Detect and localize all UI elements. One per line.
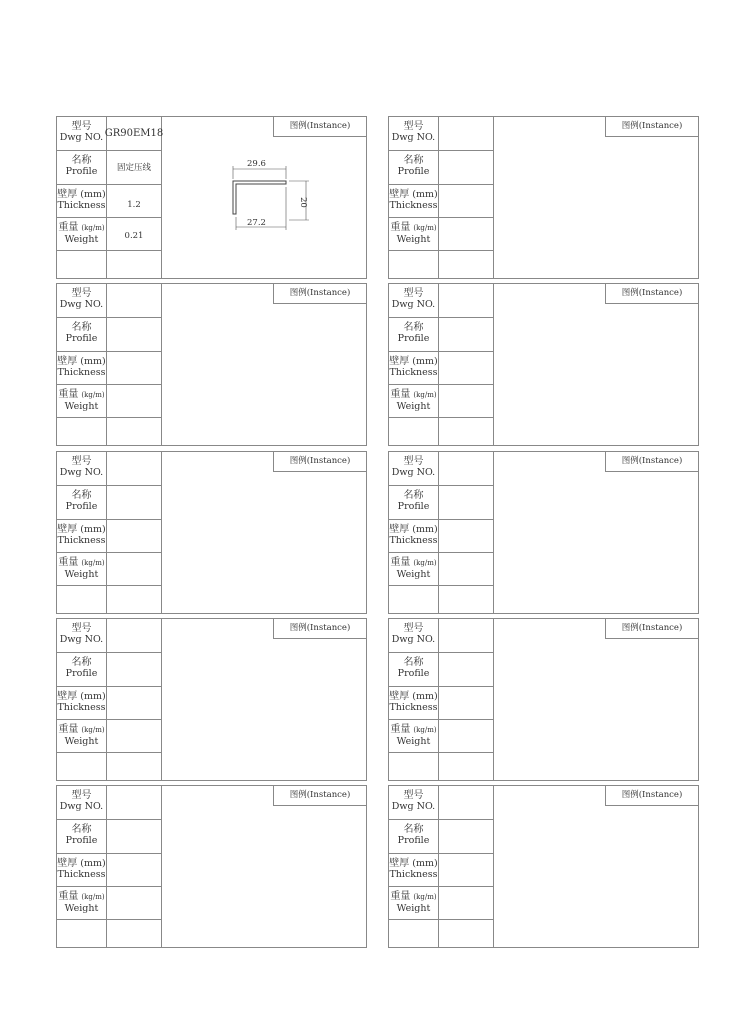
dwg-no-label	[57, 452, 107, 485]
profile-card	[388, 785, 699, 948]
dwg-no-value	[107, 619, 162, 652]
thickness-label-zh: 壁厚	[57, 858, 78, 869]
profile-label-en: Profile	[397, 333, 430, 344]
weight-label-zh: 重量	[58, 891, 79, 902]
weight-label-en: Weight	[396, 569, 431, 580]
dwg-no-value	[107, 452, 162, 485]
profile-value	[439, 317, 494, 351]
dwg-no-label	[389, 452, 439, 485]
profile-shape	[233, 181, 286, 214]
instance-header: 图例(Instance)	[605, 786, 698, 806]
blank-cell	[439, 919, 494, 947]
thickness-label-en: Thickness	[389, 367, 438, 378]
dwg-no-label-en: Dwg NO.	[59, 299, 104, 310]
dwg-no-label-zh: 型号	[403, 288, 424, 299]
weight-label-zh: 重量	[58, 557, 79, 568]
dwg-no-label-en: Dwg NO.	[391, 467, 436, 478]
dwg-no-label-zh: 型号	[71, 121, 92, 132]
blank-cell	[439, 585, 494, 613]
profile-card	[388, 618, 699, 781]
weight-value	[107, 384, 162, 417]
profile-value	[439, 485, 494, 519]
blank-cell	[439, 752, 494, 780]
weight-value	[107, 719, 162, 752]
instance-header: 图例(Instance)	[273, 284, 366, 304]
profile-label-en: Profile	[65, 501, 98, 512]
profile-label	[389, 485, 439, 519]
thickness-label	[57, 853, 107, 886]
instance-header: 图例(Instance)	[273, 619, 366, 639]
weight-unit: (kg/m)	[413, 559, 437, 567]
weight-label	[389, 217, 439, 250]
thickness-value	[107, 853, 162, 886]
profile-card	[388, 116, 699, 279]
thickness-label-zh: 壁厚	[57, 524, 78, 535]
profile-label-zh: 名称	[403, 322, 424, 333]
thickness-label	[389, 184, 439, 217]
thickness-label-en: Thickness	[57, 702, 106, 713]
profile-label-en: Profile	[65, 668, 98, 679]
weight-value	[439, 719, 494, 752]
weight-label-en: Weight	[396, 401, 431, 412]
dwg-no-label-zh: 型号	[71, 623, 92, 634]
weight-label	[389, 552, 439, 585]
blank-cell	[107, 417, 162, 445]
profile-label	[389, 150, 439, 184]
thickness-value	[439, 351, 494, 384]
dwg-no-label	[389, 786, 439, 819]
thickness-value: 1.2	[107, 184, 162, 217]
thickness-label-zh: 壁厚	[57, 356, 78, 367]
profile-value	[107, 652, 162, 686]
instance-header: 图例(Instance)	[273, 117, 366, 137]
dwg-no-label	[389, 619, 439, 652]
weight-unit: (kg/m)	[81, 559, 105, 567]
thickness-label-zh: 壁厚	[57, 691, 78, 702]
dwg-no-value	[107, 284, 162, 317]
profile-value	[107, 317, 162, 351]
height-dimension-label: 20	[298, 197, 308, 208]
bottom-dimension-label: 27.2	[247, 218, 266, 228]
thickness-unit: (mm)	[80, 858, 106, 869]
dwg-no-value	[439, 452, 494, 485]
thickness-unit: (mm)	[412, 356, 438, 367]
weight-label-en: Weight	[396, 234, 431, 245]
profile-label-zh: 名称	[71, 322, 92, 333]
dwg-no-label-en: Dwg NO.	[59, 801, 104, 812]
profile-label-zh: 名称	[71, 155, 92, 166]
weight-unit: (kg/m)	[81, 224, 105, 232]
instance-header: 图例(Instance)	[605, 117, 698, 137]
thickness-unit: (mm)	[80, 356, 106, 367]
thickness-label-en: Thickness	[57, 535, 106, 546]
weight-value	[107, 886, 162, 919]
dwg-no-label-en: Dwg NO.	[59, 132, 104, 143]
profile-card	[56, 283, 367, 446]
blank-cell	[57, 919, 107, 947]
dwg-no-label-en: Dwg NO.	[391, 801, 436, 812]
weight-label-en: Weight	[396, 736, 431, 747]
profile-label	[389, 819, 439, 853]
thickness-unit: (mm)	[412, 524, 438, 535]
weight-unit: (kg/m)	[413, 391, 437, 399]
thickness-label-en: Thickness	[57, 869, 106, 880]
profile-value: 固定压线	[107, 150, 162, 184]
blank-cell	[439, 417, 494, 445]
thickness-value	[439, 519, 494, 552]
profile-label	[389, 652, 439, 686]
dwg-no-label-en: Dwg NO.	[391, 299, 436, 310]
weight-unit: (kg/m)	[81, 726, 105, 734]
profile-card	[388, 451, 699, 614]
instance-header: 图例(Instance)	[605, 619, 698, 639]
weight-label-zh: 重量	[390, 724, 411, 735]
weight-label	[57, 217, 107, 250]
profile-card	[56, 116, 367, 279]
blank-cell	[389, 585, 439, 613]
profile-value	[107, 485, 162, 519]
profile-drawing	[217, 154, 327, 239]
thickness-value	[107, 686, 162, 719]
blank-cell	[57, 585, 107, 613]
thickness-label-zh: 壁厚	[389, 858, 410, 869]
profile-value	[439, 652, 494, 686]
weight-label-en: Weight	[64, 736, 99, 747]
dwg-no-label-zh: 型号	[403, 623, 424, 634]
profile-label-zh: 名称	[71, 657, 92, 668]
weight-value	[439, 384, 494, 417]
profile-label-en: Profile	[65, 166, 98, 177]
weight-label-en: Weight	[396, 903, 431, 914]
weight-value	[107, 552, 162, 585]
dwg-no-value	[107, 786, 162, 819]
weight-value: 0.21	[107, 217, 162, 250]
weight-unit: (kg/m)	[81, 893, 105, 901]
thickness-unit: (mm)	[80, 189, 106, 200]
blank-cell	[389, 417, 439, 445]
weight-label-zh: 重量	[390, 891, 411, 902]
top-dimension-label: 29.6	[247, 159, 266, 169]
dwg-no-label-zh: 型号	[71, 456, 92, 467]
profile-card	[56, 785, 367, 948]
profile-label-en: Profile	[65, 835, 98, 846]
blank-cell	[107, 752, 162, 780]
thickness-label-en: Thickness	[389, 702, 438, 713]
weight-label	[389, 384, 439, 417]
weight-label-zh: 重量	[390, 557, 411, 568]
profile-label-zh: 名称	[403, 824, 424, 835]
instance-header: 图例(Instance)	[605, 284, 698, 304]
thickness-value	[439, 184, 494, 217]
profile-label-zh: 名称	[403, 657, 424, 668]
weight-label-zh: 重量	[390, 222, 411, 233]
instance-header: 图例(Instance)	[273, 786, 366, 806]
profile-label	[57, 317, 107, 351]
weight-unit: (kg/m)	[413, 224, 437, 232]
dwg-no-value	[439, 117, 494, 150]
profile-label-en: Profile	[397, 835, 430, 846]
dwg-no-label	[389, 117, 439, 150]
weight-value	[439, 552, 494, 585]
dwg-no-label-en: Dwg NO.	[391, 634, 436, 645]
dwg-no-label-en: Dwg NO.	[59, 634, 104, 645]
thickness-value	[439, 686, 494, 719]
weight-label	[57, 886, 107, 919]
thickness-label	[57, 351, 107, 384]
weight-label	[389, 886, 439, 919]
dwg-no-label	[57, 786, 107, 819]
dwg-no-label-zh: 型号	[403, 790, 424, 801]
thickness-unit: (mm)	[80, 524, 106, 535]
profile-label-en: Profile	[65, 333, 98, 344]
weight-label-zh: 重量	[58, 389, 79, 400]
dwg-no-value: GR90EM18	[107, 117, 162, 150]
weight-unit: (kg/m)	[413, 893, 437, 901]
profile-label-zh: 名称	[403, 155, 424, 166]
weight-label-en: Weight	[64, 903, 99, 914]
weight-value	[439, 886, 494, 919]
blank-cell	[439, 250, 494, 278]
dwg-no-value	[439, 619, 494, 652]
profile-label-zh: 名称	[71, 490, 92, 501]
dwg-no-value	[439, 786, 494, 819]
thickness-label-en: Thickness	[389, 200, 438, 211]
thickness-label-en: Thickness	[57, 200, 106, 211]
thickness-value	[107, 519, 162, 552]
blank-cell	[57, 417, 107, 445]
thickness-label	[389, 853, 439, 886]
profile-label-en: Profile	[397, 166, 430, 177]
thickness-label-zh: 壁厚	[389, 524, 410, 535]
thickness-value	[439, 853, 494, 886]
weight-label-zh: 重量	[58, 724, 79, 735]
profile-label-zh: 名称	[403, 490, 424, 501]
weight-unit: (kg/m)	[413, 726, 437, 734]
profile-label-zh: 名称	[71, 824, 92, 835]
blank-cell	[389, 250, 439, 278]
thickness-label-zh: 壁厚	[57, 189, 78, 200]
weight-label	[389, 719, 439, 752]
blank-cell	[57, 752, 107, 780]
thickness-unit: (mm)	[412, 189, 438, 200]
thickness-label-zh: 壁厚	[389, 691, 410, 702]
dwg-no-label-en: Dwg NO.	[59, 467, 104, 478]
weight-unit: (kg/m)	[81, 391, 105, 399]
thickness-label	[389, 351, 439, 384]
dwg-no-label	[57, 117, 107, 150]
profile-card	[388, 283, 699, 446]
thickness-label	[57, 184, 107, 217]
thickness-label-en: Thickness	[389, 869, 438, 880]
weight-label-zh: 重量	[390, 389, 411, 400]
profile-card	[56, 451, 367, 614]
blank-cell	[107, 585, 162, 613]
dwg-no-label-zh: 型号	[403, 456, 424, 467]
thickness-label-en: Thickness	[57, 367, 106, 378]
profile-value	[439, 150, 494, 184]
profile-label	[57, 652, 107, 686]
dwg-no-label	[57, 284, 107, 317]
thickness-label	[57, 686, 107, 719]
weight-value	[439, 217, 494, 250]
thickness-unit: (mm)	[80, 691, 106, 702]
thickness-label-zh: 壁厚	[389, 356, 410, 367]
profile-value	[107, 819, 162, 853]
weight-label	[57, 384, 107, 417]
dwg-no-label-zh: 型号	[403, 121, 424, 132]
weight-label-en: Weight	[64, 401, 99, 412]
profile-value	[439, 819, 494, 853]
thickness-value	[107, 351, 162, 384]
dwg-no-label	[389, 284, 439, 317]
profile-label-en: Profile	[397, 501, 430, 512]
thickness-unit: (mm)	[412, 858, 438, 869]
thickness-unit: (mm)	[412, 691, 438, 702]
dwg-no-label-zh: 型号	[71, 790, 92, 801]
profile-label	[57, 485, 107, 519]
weight-label-zh: 重量	[58, 222, 79, 233]
instance-header: 图例(Instance)	[273, 452, 366, 472]
profile-label	[57, 819, 107, 853]
thickness-label-en: Thickness	[389, 535, 438, 546]
dwg-no-value	[439, 284, 494, 317]
profile-label	[389, 317, 439, 351]
thickness-label	[57, 519, 107, 552]
dimension-lines	[233, 166, 309, 230]
weight-label	[57, 552, 107, 585]
profile-card	[56, 618, 367, 781]
blank-cell	[107, 919, 162, 947]
weight-label	[57, 719, 107, 752]
weight-label-en: Weight	[64, 569, 99, 580]
blank-cell	[107, 250, 162, 278]
weight-label-en: Weight	[64, 234, 99, 245]
profile-label	[57, 150, 107, 184]
thickness-label-zh: 壁厚	[389, 189, 410, 200]
dwg-no-label	[57, 619, 107, 652]
blank-cell	[389, 919, 439, 947]
thickness-label	[389, 519, 439, 552]
blank-cell	[57, 250, 107, 278]
instance-header: 图例(Instance)	[605, 452, 698, 472]
thickness-label	[389, 686, 439, 719]
dwg-no-label-en: Dwg NO.	[391, 132, 436, 143]
blank-cell	[389, 752, 439, 780]
dwg-no-label-zh: 型号	[71, 288, 92, 299]
profile-label-en: Profile	[397, 668, 430, 679]
